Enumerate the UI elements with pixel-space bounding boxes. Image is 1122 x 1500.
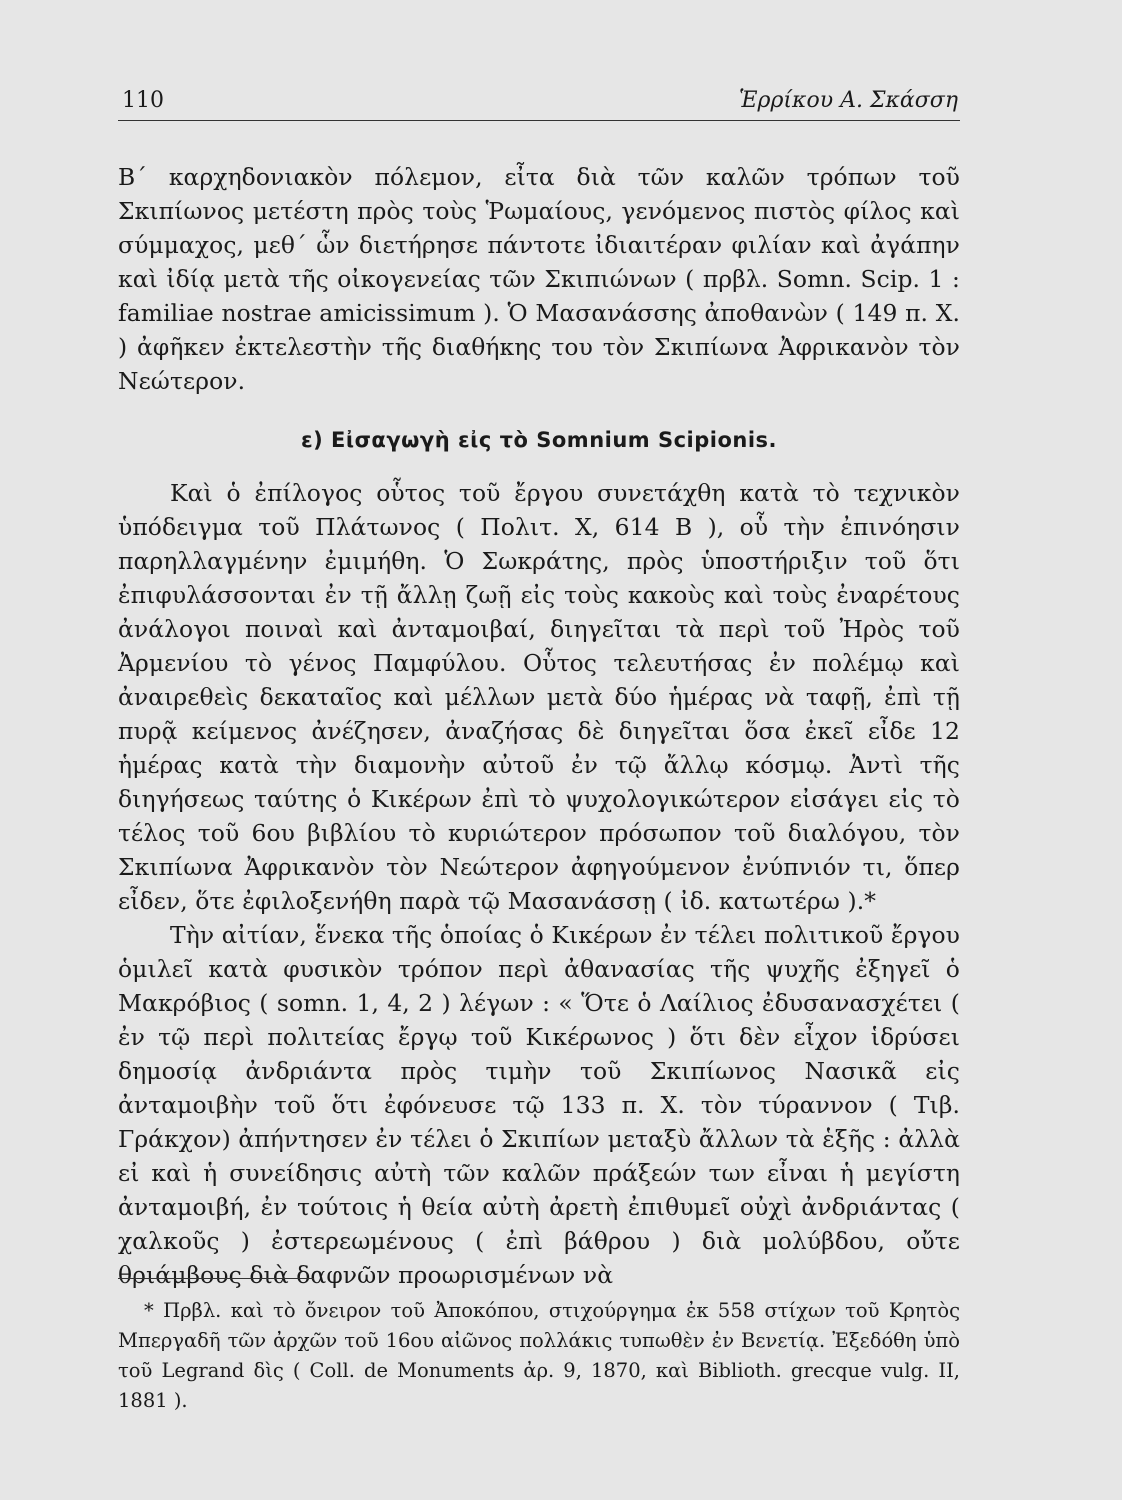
page-header xyxy=(118,84,960,121)
footnote: * Πρβλ. καὶ τὸ ὄνειρον τοῦ Ἀποκόπου, στιχούργημα ἐκ 558 στίχων τοῦ Κρητὸς Μπεργαδῆ τῶν ἀρχῶν τοῦ 16ου αἰῶνος πολλάκις τυπωθὲν ἐν Βενετίᾳ. Ἐξεδόθη ὑπὸ τοῦ Legrand δὶς ( Coll. de Monuments ἀρ. 9, 1870, καὶ Biblioth. grecque vulg. II, 1881 ). xyxy=(118,1299,960,1412)
paragraph-3: Τὴν αἰτίαν, ἕνεκα τῆς ὁποίας ὁ Κικέρων ἐν τέλει πολιτικοῦ ἔργου ὁμιλεῖ κατὰ φυσικὸν τρόπον περὶ ἀθανασίας τῆς ψυχῆς ἐξηγεῖ ὁ Μακρόβιος ( somn. 1, 4, 2 ) λέγων : « Ὅτε ὁ Λαίλιος ἐδυσανασχέτει ( ἐν τῷ περὶ πολιτείας ἔργῳ τοῦ Κικέρωνος ) ὅτι δὲν εἶχον ἱδρύσει δημοσίᾳ ἀνδριάντα πρὸς τιμὴν τοῦ Σκιπίωνος Νασικᾶ εἰς ἀνταμοιβὴν τοῦ ὅτι ἐφόνευσε τῷ 133 π. Χ. τὸν τύραννον ( Τιβ. Γράκχον) ἀπήντησεν ἐν τέλει ὁ Σκιπίων μεταξὺ ἄλλων τὰ ἑξῆς : ἀλλὰ εἰ καὶ ἡ συνείδησις αὐτὴ τῶν καλῶν πράξεών των εἶναι ἡ μεγίστη ἀνταμοιβή, ἐν τούτοις ἡ θεία αὐτὴ ἀρετὴ ἐπιθυμεῖ οὐχὶ ἀνδριάντας ( χαλκοῦς ) ἐστερεωμένους ( ἐπὶ βάθρου ) διὰ μολύβδου, οὔτε θριάμβους διὰ δαφνῶν προωρισμένων νὰ xyxy=(118,921,960,1289)
running-head: Ἑρρίκου Α. Σκάσση xyxy=(739,88,958,113)
paragraph-1: Β΄ καρχηδονιακὸν πόλεμον, εἶτα διὰ τῶν καλῶν τρόπων τοῦ Σκιπίωνος μετέστη πρὸς τοὺς Ῥωμαίους, γενόμενος πιστὸς φίλος καὶ σύμμαχος, μεθ΄ ὧν διετήρησε πάντοτε ἰδιαιτέραν φιλίαν καὶ ἀγάπην καὶ ἰδίᾳ μετὰ τῆς οἰκογενείας τῶν Σκιπιώνων ( πρβλ. Somn. Scip. 1 : familiae nostrae amicissimum ). Ὁ Μασανάσσης ἀποθανὼν ( 149 π. Χ. ) ἀφῆκεν ἐκτελεστὴν τῆς διαθήκης του τὸν Σκιπίωνα Ἀφρικανὸν τὸν Νεώτερον. xyxy=(118,163,960,395)
paragraph-2: Καὶ ὁ ἐπίλογος οὗτος τοῦ ἔργου συνετάχθη κατὰ τὸ τεχνικὸν ὑπόδειγμα τοῦ Πλάτωνος ( Πολιτ. Χ, 614 Β ), οὗ τὴν ἐπινόησιν παρηλλαγμένην ἐμιμήθη. Ὁ Σωκράτης, πρὸς ὑποστήριξιν τοῦ ὅτι ἐπιφυλάσσονται ἐν τῇ ἄλλῃ ζωῇ εἰς τοὺς κακοὺς καὶ τοὺς ἐναρέτους ἀνάλογοι ποιναὶ καὶ ἀνταμοιβαί, διηγεῖται τὰ περὶ τοῦ Ἠρὸς τοῦ Ἀρμενίου τὸ γένος Παμφύλου. Οὗτος τελευτήσας ἐν πολέμῳ καὶ ἀναιρεθεὶς δεκαταῖος καὶ μέλλων μετὰ δύο ἡμέρας νὰ ταφῇ, ἐπὶ τῇ πυρᾷ κείμενος ἀνέζησεν, ἀναζήσας δὲ διηγεῖται ὅσα ἐκεῖ εἶδε 12 ἡμέρας κατὰ τὴν διαμονὴν αὐτοῦ ἐν τῷ ἄλλῳ κόσμῳ. Ἀντὶ τῆς διηγήσεως ταύτης ὁ Κικέρων ἐπὶ τὸ ψυχολογικώτερον εἰσάγει εἰς τὸ τέλος τοῦ 6ου βιβλίου τὸ κυριώτερον πρόσωπον τοῦ διαλόγου, τὸν Σκιπίωνα Ἀφρικανὸν τὸν Νεώτερον ἀφηγούμενον ἐνύπνιόν τι, ὅπερ εἶδεν, ὅτε ἐφιλοξενήθη παρὰ τῷ Μασανάσσῃ ( ἰδ. κατωτέρω ).* xyxy=(118,479,960,915)
footnote-divider xyxy=(118,1278,314,1279)
page-number: 110 xyxy=(122,88,164,113)
section-heading: ε) Εἰσαγωγὴ εἰς τὸ Somnium Scipionis. xyxy=(300,428,778,452)
main-text xyxy=(118,160,960,1292)
